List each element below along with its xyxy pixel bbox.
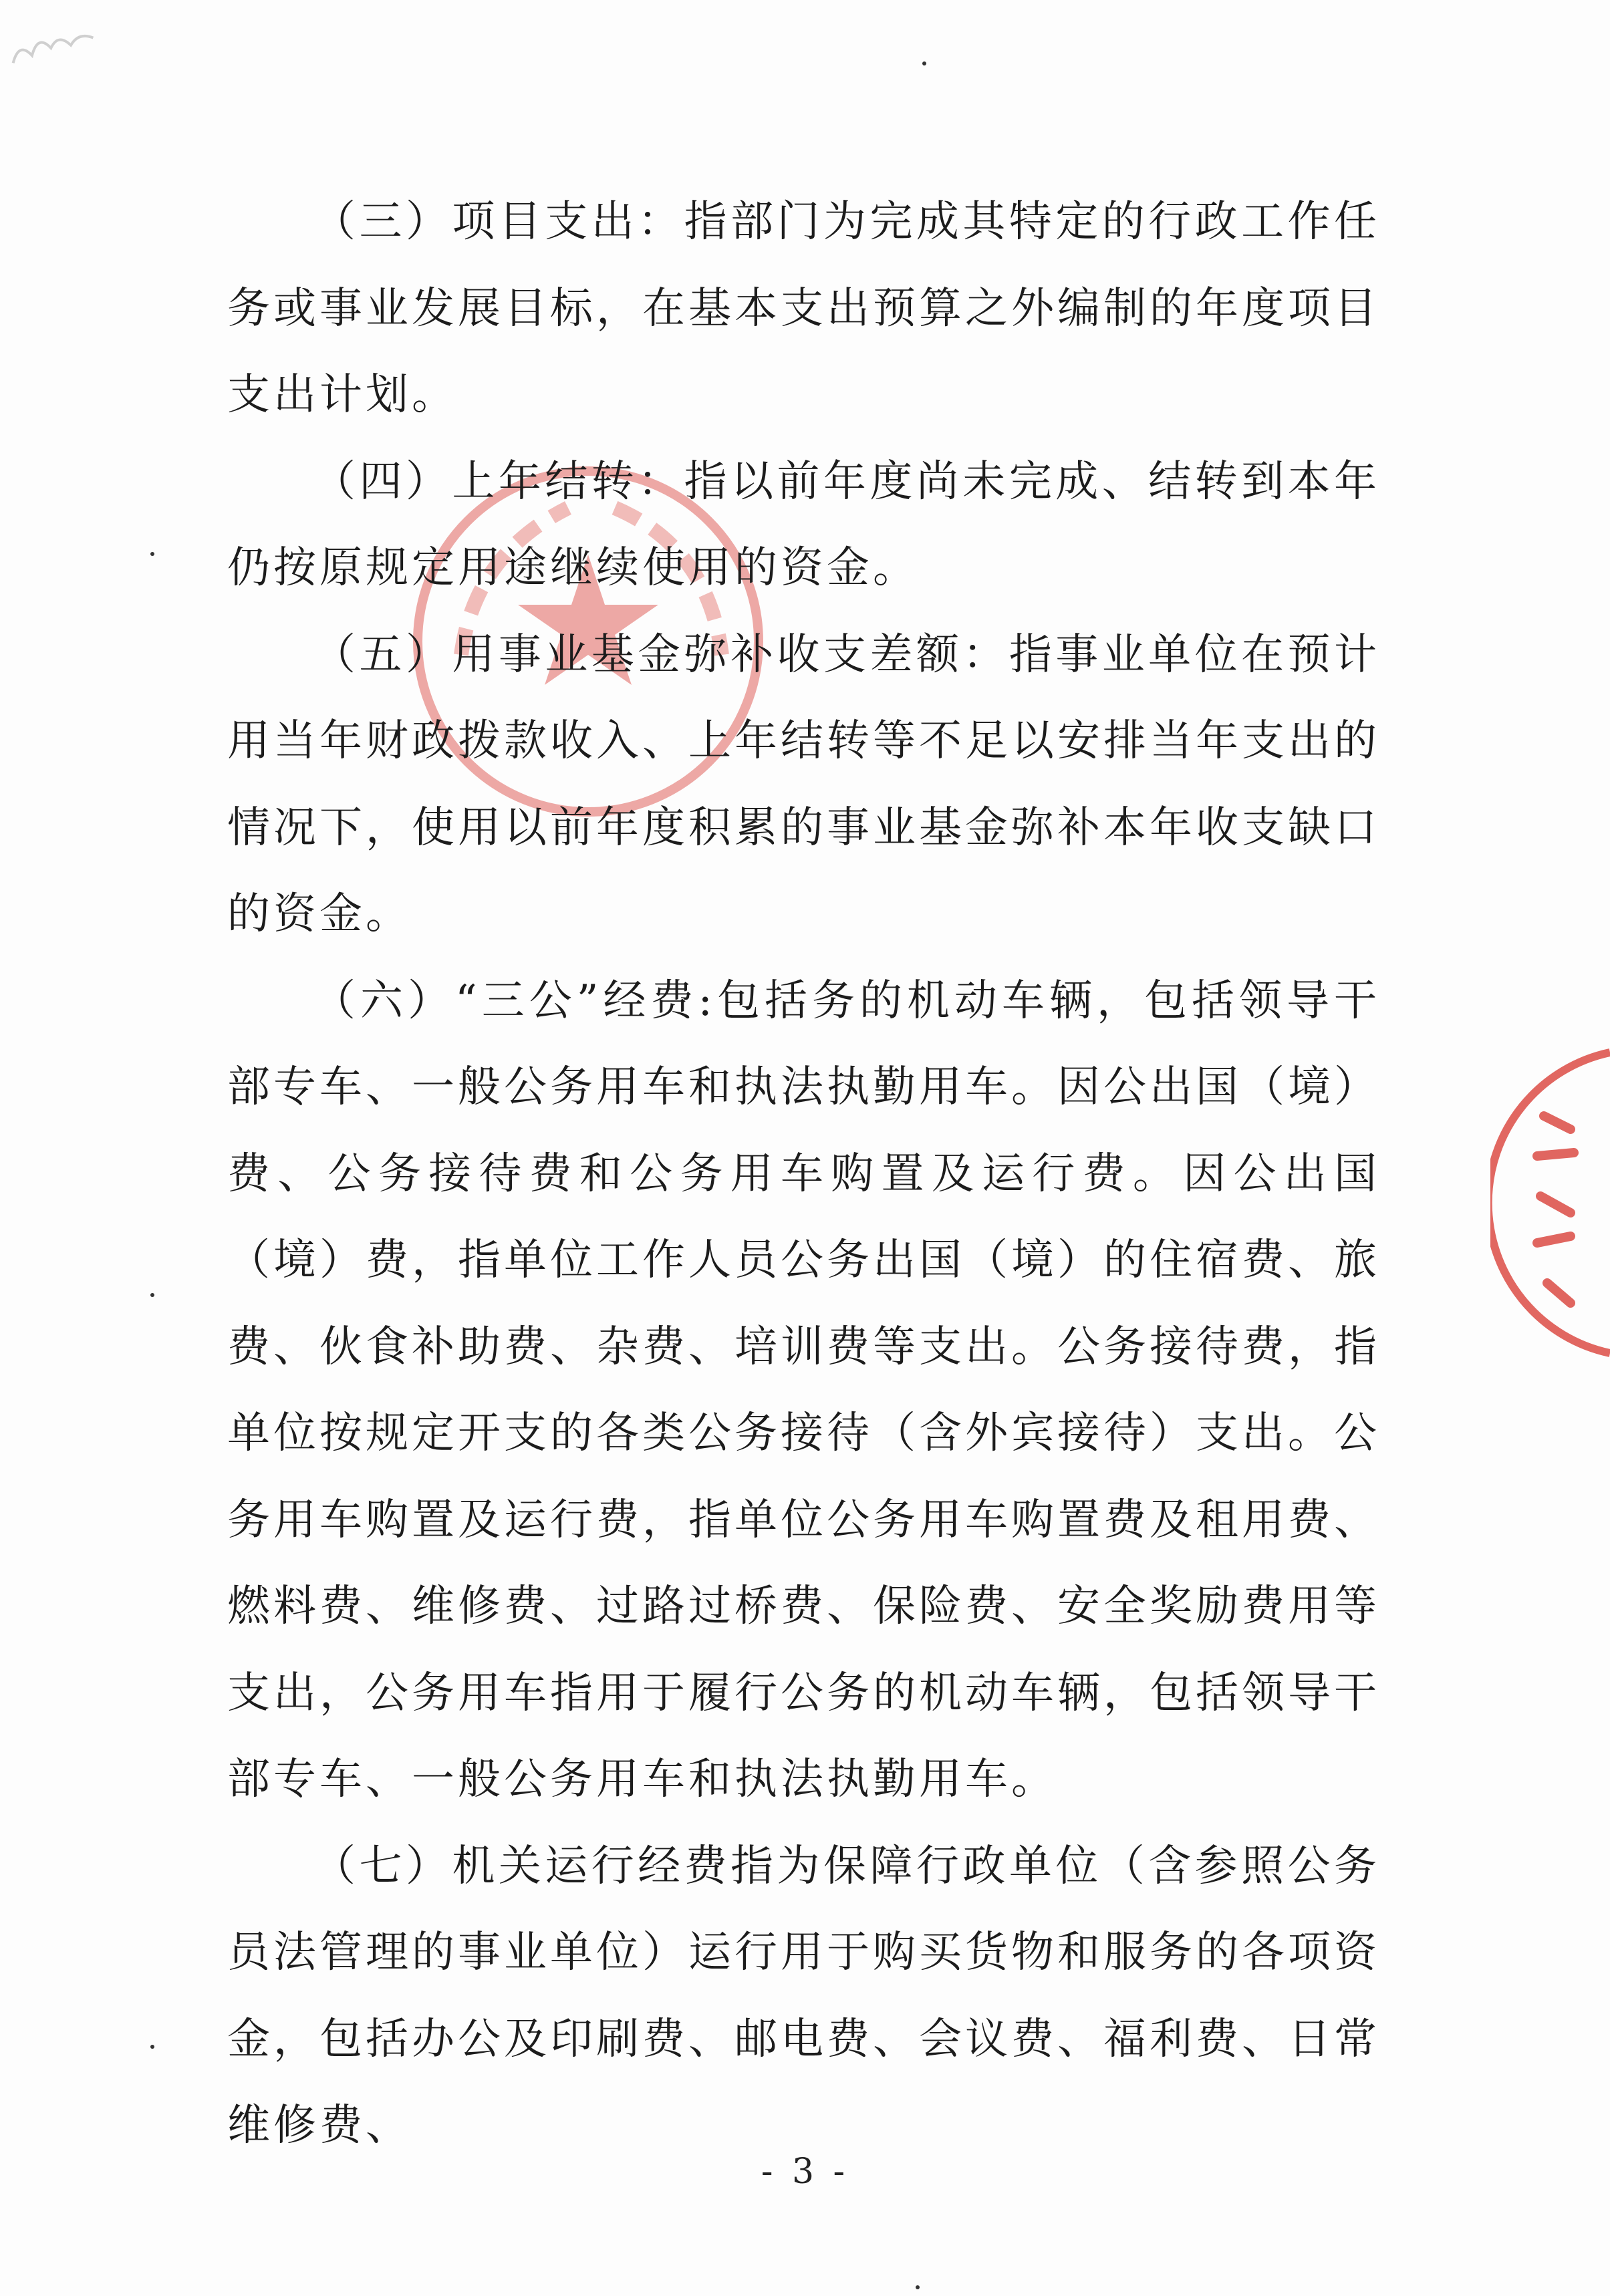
paragraph-three-public-expenses: （六）“三公”经费:包括务的机动车辆，包括领导干部专车、一般公务用车和执法执勤用车。因公出国（境）费、公务接待费和公务用车购置及运行费。因公出国（境）费，指单位工作人员公务出国（境）的住宿费、旅费、伙食补助费、杂费、培训费等支出。公务接待费，指单位按规定开支的各类公务接待（含外宾接待）支出。公务用车购置及运行费，指单位公务用车购置费及租用费、燃料费、维修费、过路过桥费、保险费、安全奖励费用等支出，公务用车指用于履行公务的机动车辆，包括领导干部专车、一般公务用车和执法执勤用车。 [227,976,1380,1804]
binding-hole-dot [150,552,154,556]
binding-hole-dot [150,1293,154,1297]
scan-speck-dot [922,61,926,65]
paragraph-prior-year-carryover: （四）上年结转：指以前年度尚未完成、结转到本年仍按原规定用途继续使用的资金。 [227,456,1380,593]
paragraph-project-expenditure: （三）项目支出：指部门为完成其特定的行政工作任务或事业发展目标，在基本支出预算之外编制的年度项目支出计划。 [227,197,1380,420]
scan-speck-dot [916,2285,920,2289]
document-body [227,179,1380,2170]
corner-scribble-mark [3,10,110,77]
red-seal-stamp-right-edge [1490,1042,1610,1363]
page-number: - 3 - [761,2152,849,2192]
paragraph-agency-operating-expenses: （七）机关运行经费指为保障行政单位（含参照公务员法管理的事业单位）运行用于购买货物和服务的各项资金，包括办公及印刷费、邮电费、会议费、福利费、日常维修费、 [227,1841,1380,2150]
binding-hole-dot [150,2045,154,2049]
paragraph-institution-fund-offset: （五）用事业基金弥补收支差额：指事业单位在预计用当年财政拨款收入、上年结转等不足以安排当年支出的情况下，使用以前年度积累的事业基金弥补本年收支缺口的资金。 [227,629,1380,939]
